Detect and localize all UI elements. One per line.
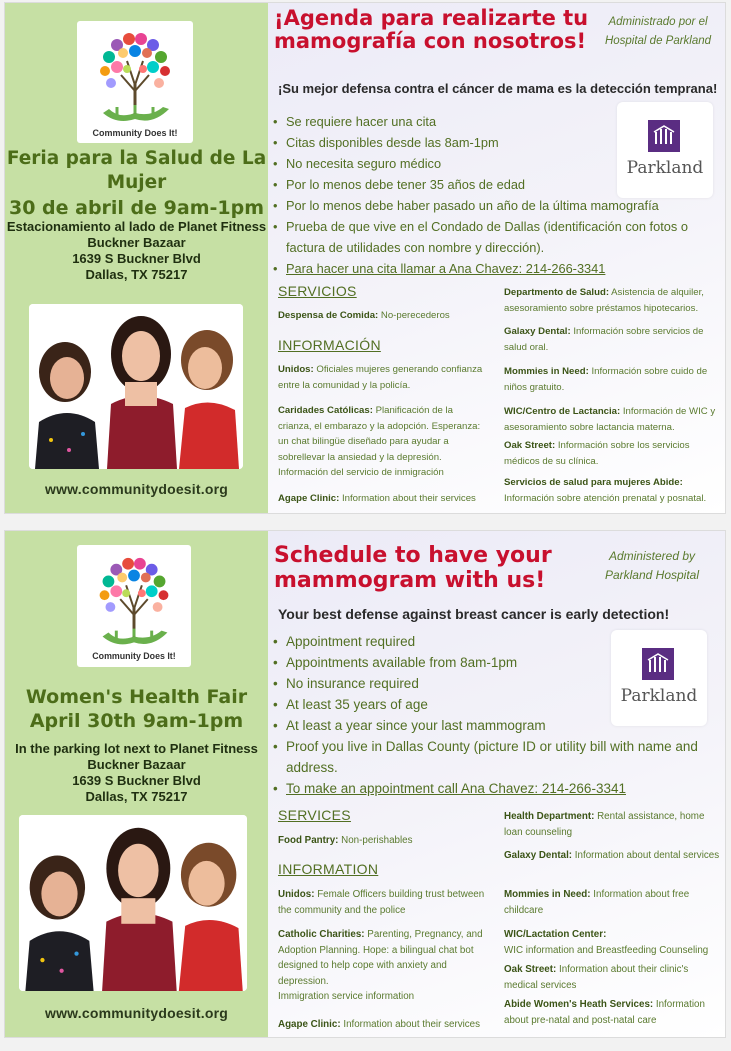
street-address: 1639 S Buckner Blvd <box>72 773 201 788</box>
event-title: Feria para la Salud de La Mujer <box>6 148 267 193</box>
list-item: WIC/Lactation Center: WIC information and Breastfeeding Counseling <box>504 929 709 956</box>
list-item: • Por lo menos debe tener 35 años de edad <box>272 174 612 195</box>
administered-note: Administrado por el Hospital de Parkland <box>604 16 712 47</box>
women-photo <box>19 815 247 991</box>
administered-note: Administered by Parkland Hospital <box>604 549 700 582</box>
list-item: • Prueba de que vive en el Condado de Dallas (identificación con fotos o factura de utilidades con nombre y dirección). <box>272 216 712 258</box>
tree-hearts-icon <box>100 33 170 121</box>
event-address <box>5 219 268 283</box>
tree-hearts-icon <box>100 558 169 644</box>
left-panel <box>5 3 268 513</box>
information-heading: INFORMATION <box>278 861 379 877</box>
left-panel <box>5 531 268 1037</box>
list-item: • At least a year since your last mammogram <box>272 715 712 736</box>
list-item: Oak Street: Información sobre los servicios médicos de su clínica. <box>504 440 690 467</box>
appointment-call-link[interactable] <box>272 778 712 799</box>
list-item: • Por lo menos debe haber pasado un año de la última mamografía <box>272 195 712 216</box>
list-item: Galaxy Dental: Información sobre servicios de salud oral. <box>504 326 704 353</box>
list-item: • Appointment required <box>272 631 592 652</box>
city-address: Dallas, TX 75217 <box>85 267 188 282</box>
requirements-list <box>272 631 712 799</box>
list-item: • Appointments available from 8am-1pm <box>272 652 592 673</box>
city-address: Dallas, TX 75217 <box>85 789 188 804</box>
flyer-spanish <box>4 2 726 514</box>
list-item: • At least 35 years of age <box>272 694 592 715</box>
list-item: • No insurance required <box>272 673 592 694</box>
appointment-call-text[interactable]: To make an appointment call Ana Chavez: 214-266-3341 <box>286 781 626 796</box>
community-logo <box>77 21 193 143</box>
list-item: Food Pantry: Non-perishables <box>278 835 413 846</box>
list-item: Catholic Charities: Parenting, Pregnancy, and Adoption Planning. Hope: a bilingual chat bot designed to help cope with anxiety and depression. <box>278 929 483 987</box>
list-item: Mommies in Need: Información sobre cuido de niños gratuito. <box>504 366 708 393</box>
list-item: Unidos: Female Officers building trust between the community and the police <box>278 889 485 916</box>
list-item: • No necesita seguro médico <box>272 153 612 174</box>
event-date: April 30th 9am-1pm <box>29 710 244 732</box>
location-note: Estacionamiento al lado de Planet Fitness <box>6 219 267 234</box>
right-panel <box>268 531 725 1037</box>
services-heading: SERVICES <box>278 807 351 823</box>
list-item: • Se requiere hacer una cita <box>272 111 612 132</box>
venue-name: Buckner Bazaar <box>87 757 186 772</box>
list-item: Health Department: Rental assistance, home loan counseling <box>504 811 705 838</box>
list-item: Mommies in Need: Information about free childcare <box>504 889 690 916</box>
event-title: Women's Health Fair <box>25 686 248 708</box>
website-link[interactable]: www.communitydoesit.org <box>45 481 228 497</box>
headline: Schedule to have your mammogram with us! <box>274 543 552 593</box>
list-item: Departmento de Salud: Asistencia de alquiler, asesoramiento sobre préstamos hipotecarios. <box>504 287 704 314</box>
parkland-logo <box>617 102 713 198</box>
list-item: Servicios de salud para mujeres Abide: Información sobre atención prenatal y posnatal. <box>504 477 707 504</box>
tagline: ¡Su mejor defensa contra el cáncer de mama es la detección temprana! <box>278 81 718 96</box>
information-heading: INFORMACIÓN <box>278 337 381 353</box>
list-item: Oak Street: Information about their clinic's medical services <box>504 964 689 991</box>
right-panel <box>268 3 725 513</box>
parkland-name: Parkland <box>626 158 704 178</box>
list-item: • Citas disponibles desde las 8am-1pm <box>272 132 612 153</box>
list-item: Immigration service information <box>278 991 415 1002</box>
flyer-english <box>4 530 726 1038</box>
location-note: In the parking lot next to Planet Fitness <box>15 741 258 756</box>
event-address <box>5 741 268 805</box>
event-date: 30 de abril de 9am-1pm <box>8 197 265 219</box>
venue-name: Buckner Bazaar <box>87 235 186 250</box>
appointment-call-text[interactable]: Para hacer una cita llamar a Ana Chavez: 214-266-3341 <box>286 261 606 276</box>
street-address: 1639 S Buckner Blvd <box>72 251 201 266</box>
community-logo <box>77 545 191 667</box>
list-item: Caridades Católicas: Planificación de la crianza, el embarazo y la adopción. Esperanza: un chat bilingüe diseñado para ayudar a sobrellevar la ansiedad y la depresión. Información del servicio de inmigración <box>278 405 481 478</box>
logo-text: Community Does It! <box>92 651 176 662</box>
logo-text: Community Does It! <box>92 128 178 138</box>
list-item: Despensa de Comida: No-perecederos <box>278 310 450 321</box>
appointment-call-link[interactable] <box>272 258 712 279</box>
headline: ¡Agenda para realizarte tu mamografía con nosotros! <box>274 6 589 53</box>
list-item: Agape Clinic: Information about their services <box>278 493 476 504</box>
services-heading: SERVICIOS <box>278 283 357 299</box>
list-item: WIC/Centro de Lactancia: Información de WIC y asesoramiento sobre lactancia materna. <box>504 406 716 433</box>
list-item: • Proof you live in Dallas County (picture ID or utility bill with name and address. <box>272 736 712 778</box>
women-photo <box>29 304 243 469</box>
list-item: Unidos: Oficiales mujeres generando confianza entre la comunidad y la policía. <box>278 364 483 391</box>
website-link[interactable]: www.communitydoesit.org <box>45 1005 228 1021</box>
list-item: Agape Clinic: Information about their services <box>278 1019 481 1030</box>
parkland-name: Parkland <box>620 686 698 706</box>
list-item: Galaxy Dental: Information about dental services <box>504 850 720 861</box>
tagline: Your best defense against breast cancer is early detection! <box>278 606 670 622</box>
parkland-emblem-icon <box>648 120 680 152</box>
list-item: Abide Women's Heath Services: Information about pre-natal and post-natal care <box>504 999 705 1026</box>
